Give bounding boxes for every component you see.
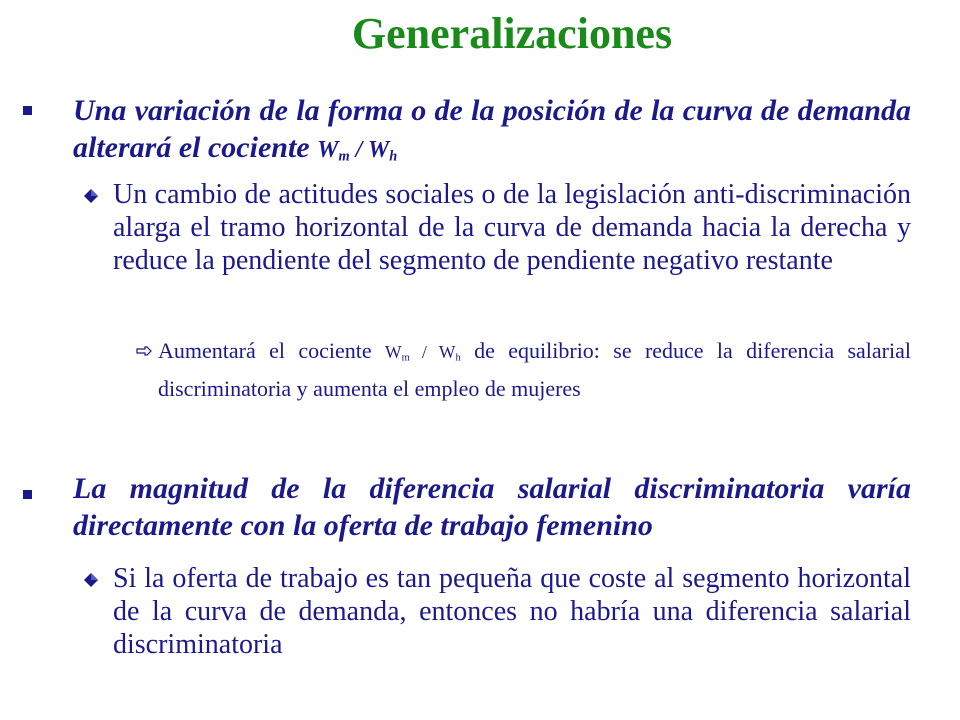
bullet-heading-2: La magnitud de la diferencia salarial discriminatoria varía directamente con la oferta de trabajo femenino [73, 472, 911, 542]
detail-prefix: Aumentará el cociente [158, 338, 385, 363]
pointing-hand-icon [136, 345, 152, 357]
detail-ratio-m-subscript: m [401, 352, 410, 364]
sub-bullet-2: Si la oferta de trabajo es tan pequeña que coste al segmento horizontal de la curva de demanda, entonces no habría una diferencia salarial discriminatoria [113, 563, 911, 660]
ratio-m-subscript: m [338, 148, 350, 165]
ratio-h-subscript: h [389, 148, 398, 165]
ratio-w2: W [367, 137, 390, 163]
ratio-w: W [317, 137, 339, 163]
detail-bullet-1 [158, 336, 911, 404]
diamond-bullet-icon [83, 572, 99, 588]
detail-ratio-h-subscript: h [455, 352, 461, 364]
detail-ratio-slash: / [409, 342, 439, 362]
ratio-formula [317, 137, 397, 163]
slide-title: Generalizaciones [351, 9, 673, 58]
square-bullet-icon [23, 106, 32, 115]
square-bullet-icon [23, 490, 32, 499]
heading-1-text: Una variación de la forma o de la posición de la curva de demanda alterará el cociente [73, 94, 911, 164]
diamond-bullet-icon [83, 188, 99, 204]
detail-ratio-w: W [384, 342, 402, 362]
bullet-heading-1 [73, 92, 911, 176]
detail-ratio-formula [385, 342, 461, 362]
detail-suffix: de equilibrio: se reduce la diferencia salarial discriminatoria y aumenta el empleo de mujeres [158, 338, 911, 401]
detail-ratio-w2: W [438, 342, 456, 362]
sub-bullet-1: Un cambio de actitudes sociales o de la legislación anti-discriminación alarga el tramo horizontal de la curva de demanda hacia la derecha y reduce la pendiente del segmento de pendiente negativo restante [113, 179, 911, 276]
ratio-slash: / [349, 137, 368, 163]
